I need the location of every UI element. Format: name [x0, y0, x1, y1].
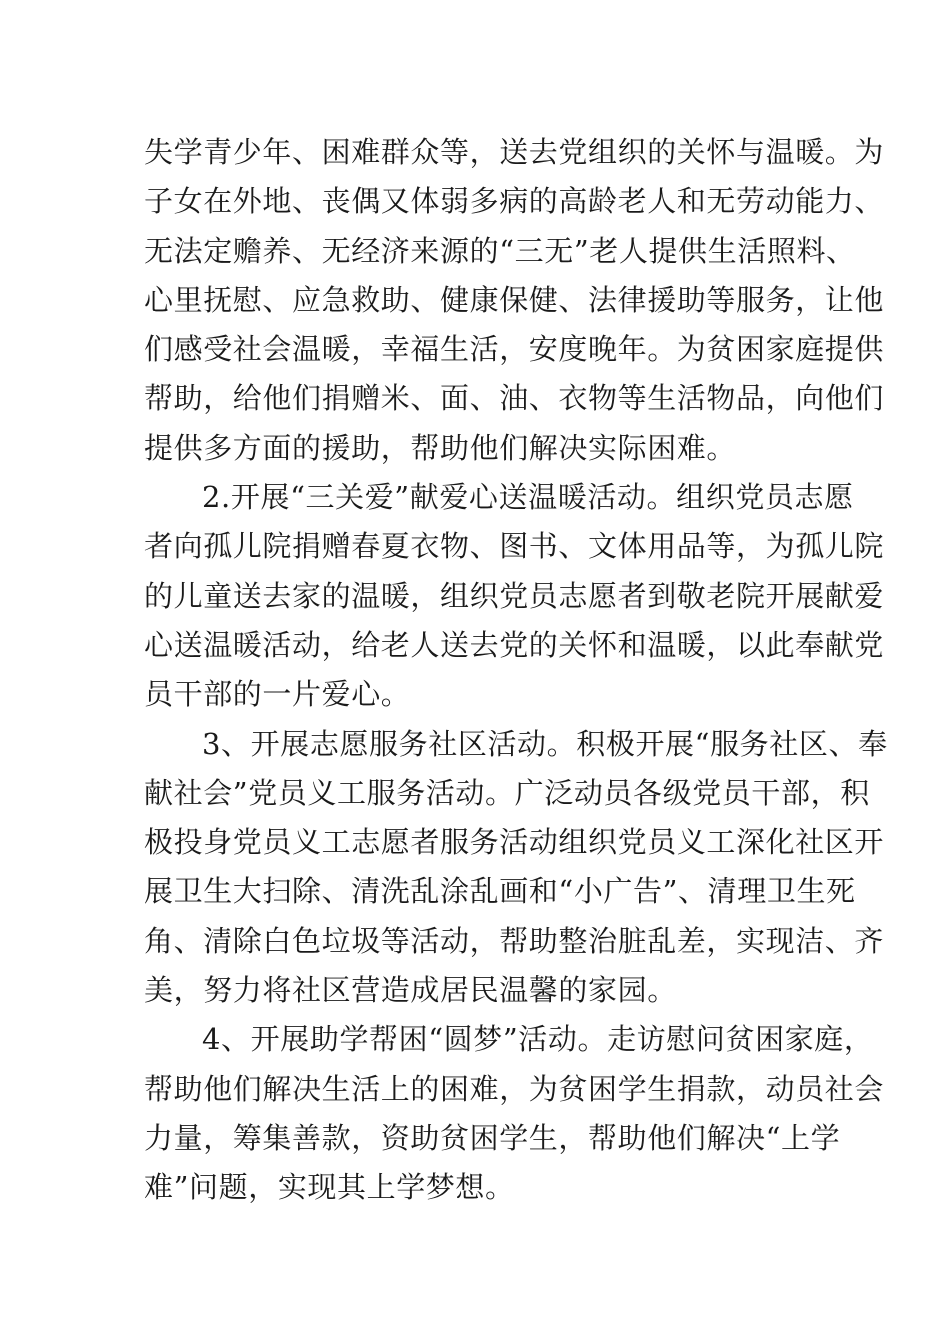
text-line: 们感受社会温暖，幸福生活，安度晚年。为贫困家庭提供 — [144, 332, 885, 367]
paragraph-item-3 — [144, 720, 888, 1016]
text-line: 美，努力将社区营造成居民温馨的家园。 — [144, 973, 677, 1008]
text-line: 的儿童送去家的温暖，组织党员志愿者到敬老院开展献爱 — [144, 578, 885, 613]
text-line: 献社会”党员义工服务活动。广泛动员各级党员干部，积 — [144, 775, 870, 810]
text-line: 极投身党员义工志愿者服务活动组织党员义工深化社区开 — [144, 825, 885, 860]
text-line: 提供多方面的援助，帮助他们解决实际困难。 — [144, 430, 737, 465]
text-line: 展卫生大扫除、清洗乱涂乱画和“小广告”、清理卫生死 — [144, 874, 856, 909]
text-line: 心送温暖活动，给老人送去党的关怀和温暖，以此奉献党 — [144, 627, 885, 662]
text-line: 4、开展助学帮困“圆梦”活动。走访慰问贫困家庭， — [202, 1022, 874, 1057]
text-line: 员干部的一片爱心。 — [144, 677, 411, 712]
paragraph-intro-continued — [144, 128, 885, 473]
text-line: 者向孤儿院捐赠春夏衣物、图书、文体用品等，为孤儿院 — [144, 529, 885, 564]
text-line: 帮助，给他们捐赠米、面、油、衣物等生活物品，向他们 — [144, 381, 885, 416]
text-line: 帮助他们解决生活上的困难，为贫困学生捐款，动员社会 — [144, 1071, 885, 1106]
document-body — [144, 128, 888, 1213]
text-line: 2.开展“三关爱”献爱心送温暖活动。组织党员志愿 — [202, 480, 854, 515]
text-line: 子女在外地、丧偶又体弱多病的高龄老人和无劳动能力、 — [144, 184, 885, 219]
text-line: 心里抚慰、应急救助、健康保健、法律援助等服务，让他 — [144, 282, 885, 317]
text-line: 无法定赡养、无经济来源的“三无”老人提供生活照料、 — [144, 233, 856, 268]
text-line: 难”问题，实现其上学梦想。 — [144, 1170, 515, 1205]
text-line: 力量，筹集善款，资助贫困学生，帮助他们解决“上学 — [144, 1120, 841, 1155]
paragraph-item-2 — [144, 473, 885, 719]
text-line: 失学青少年、困难群众等，送去党组织的关怀与温暖。为 — [144, 135, 885, 169]
text-line: 角、清除白色垃圾等活动，帮助整治脏乱差，实现洁、齐 — [144, 923, 885, 958]
paragraph-item-4 — [144, 1015, 885, 1212]
text-line: 3、开展志愿服务社区活动。积极开展“服务社区、奉 — [202, 726, 888, 761]
